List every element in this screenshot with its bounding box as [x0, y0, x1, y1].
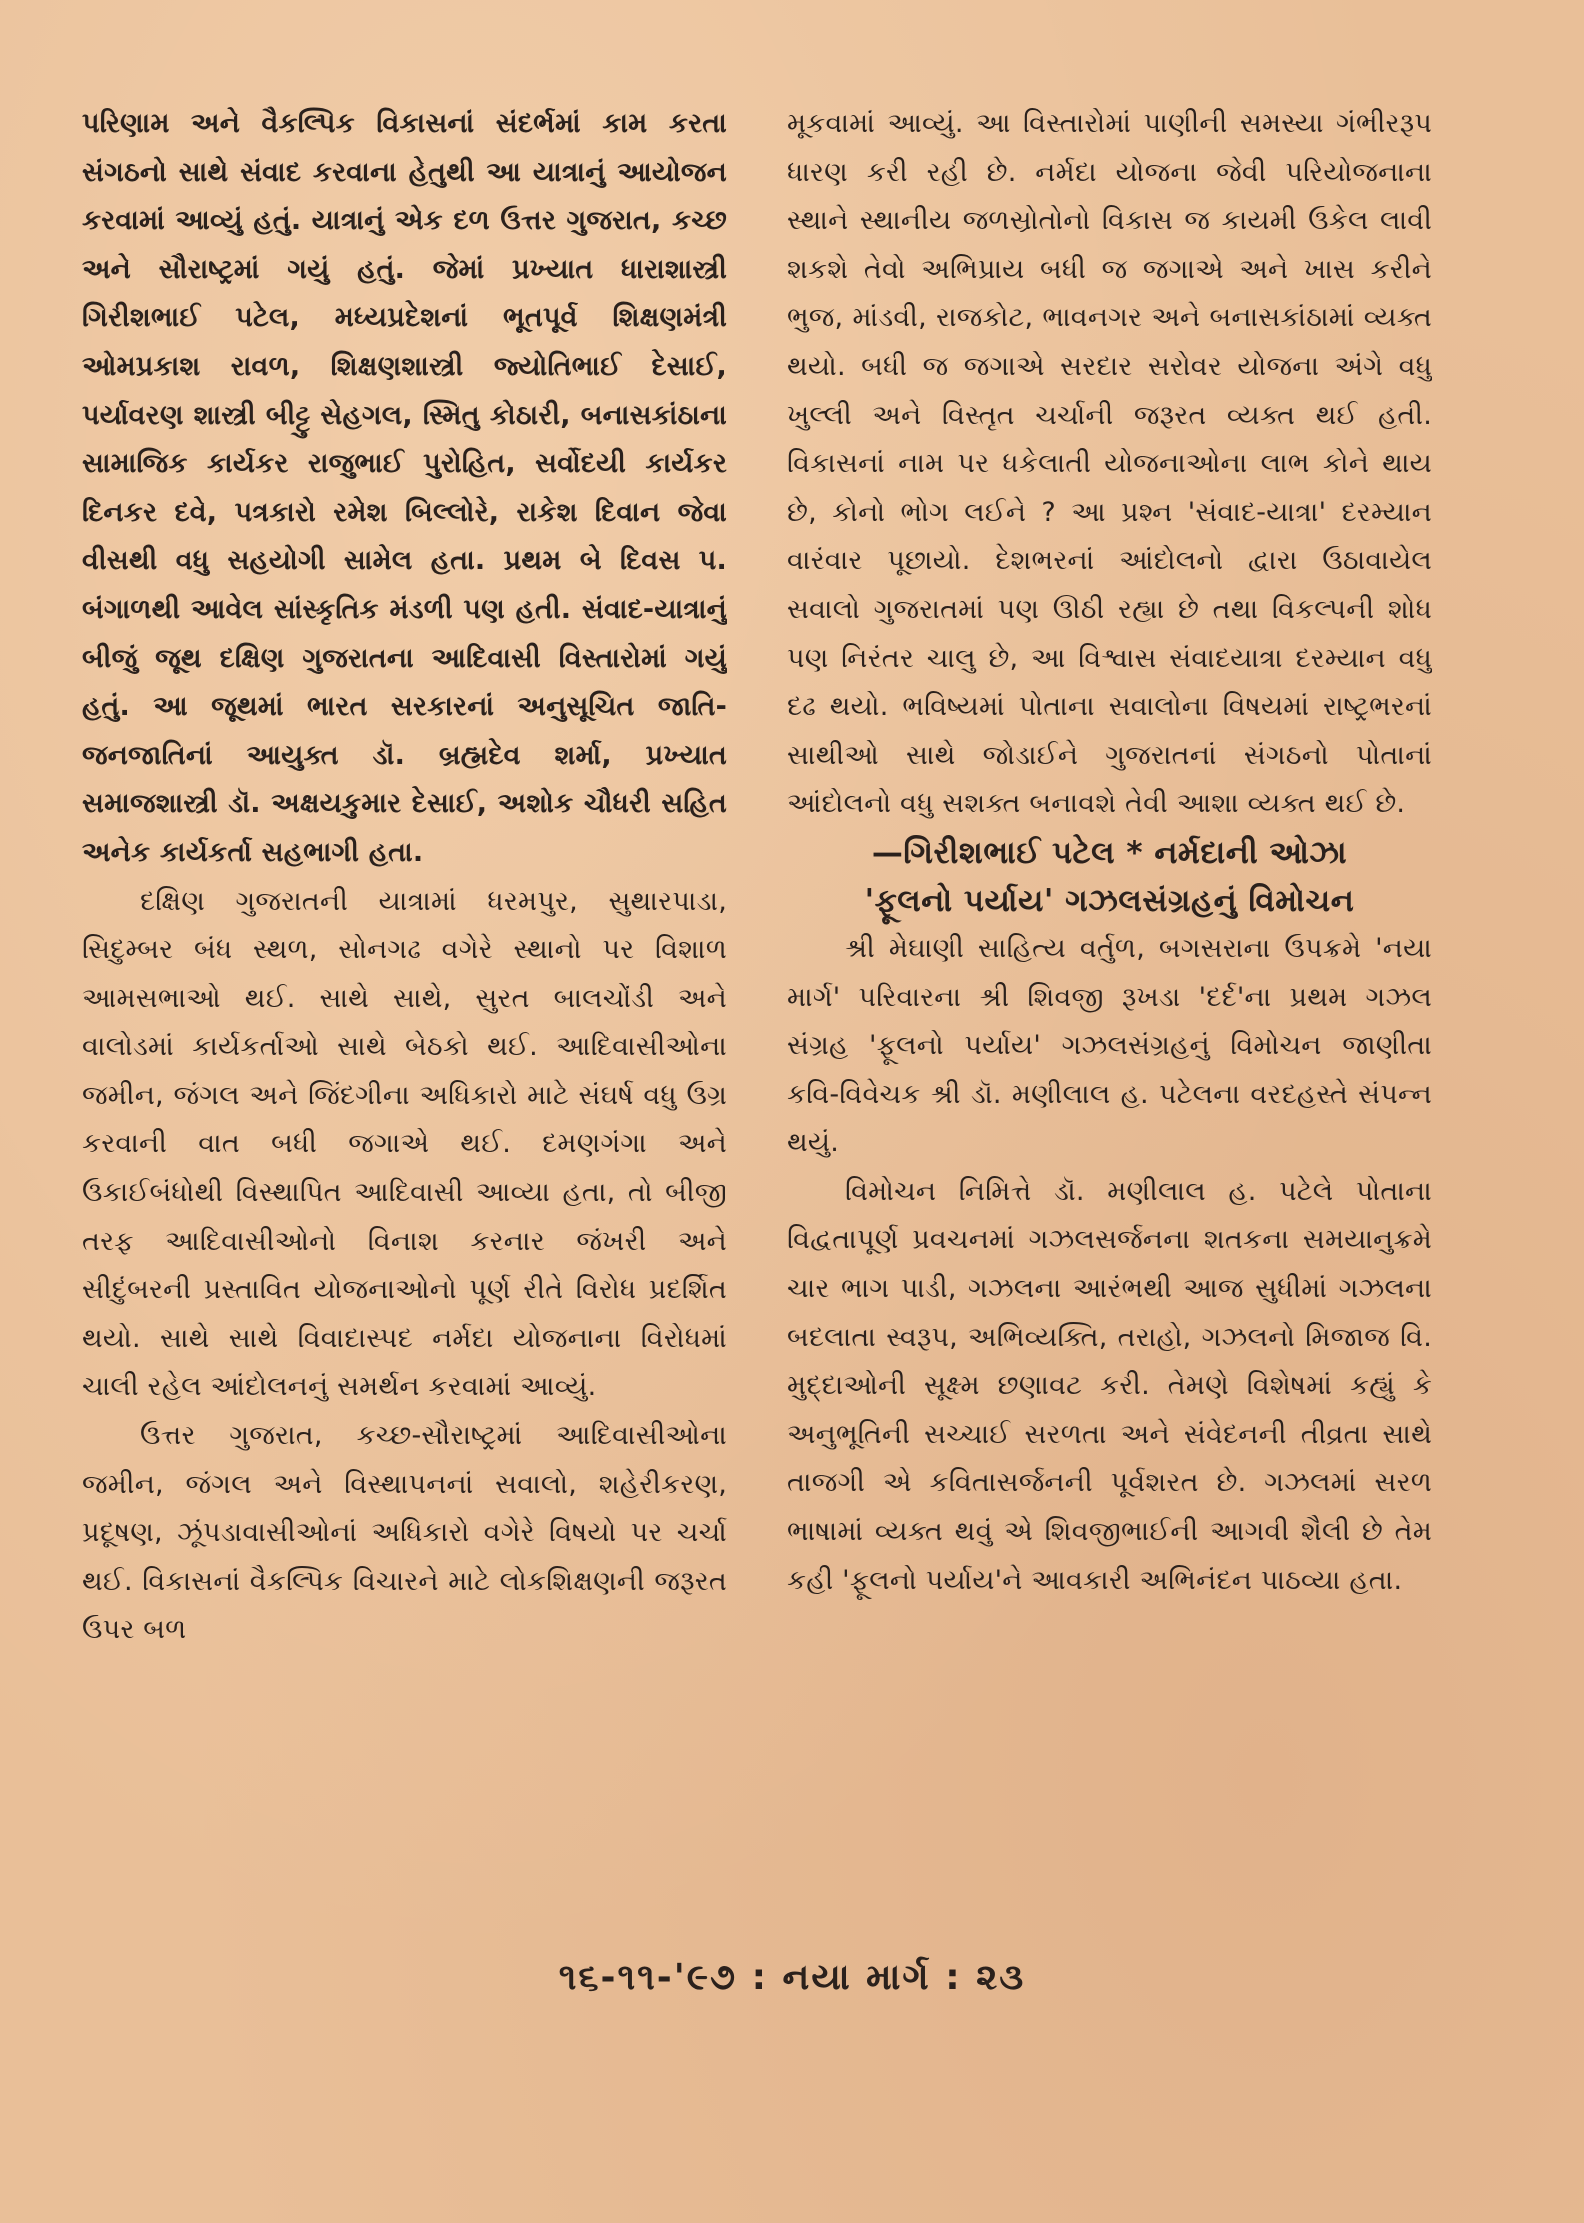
article-paragraph: શ્રી મેઘાણી સાહિત્ય વર્તુળ, બગસરાના ઉપક્રમે 'નયા માર્ગ' પરિવારના શ્રી શિવજી રૂખડા 'દર્દ'ના પ્રથમ ગઝલ સંગ્રહ 'ફૂલનો પર્યાય' ગઝલસંગ્રહનું વિમોચન જાણીતા કવિ-વિવેચક શ્રી ડૉ. મણીલાલ હ. પટેલના વરદહસ્તે સંપન્ન થયું.	[787, 932, 1432, 1159]
page-footer: ૧૬-૧૧-'૯૭ : નયા માર્ગ : ૨૩	[558, 1957, 1026, 1998]
section-heading: 'ફૂલનો પર્યાય' ગઝલસંગ્રહનું વિમોચન	[864, 882, 1355, 919]
article-paragraph: ઉત્તર ગુજરાત, કચ્છ-સૌરાષ્ટ્રમાં આદિવાસીઓના જમીન, જંગલ અને વિસ્થાપનનાં સવાલો, શહેરીકરણ, પ્રદૂષણ, ઝૂંપડાવાસીઓનાં અધિકારો વગેરે વિષયો પર ચર્ચા થઈ. વિકાસનાં વૈકલ્પિક વિચારને માટે લોકશિક્ષણની જરૂરત ઉપર બળ	[82, 1420, 727, 1646]
right-column	[787, 100, 1432, 1980]
article-paragraph: મૂકવામાં આવ્યું. આ વિસ્તારોમાં પાણીની સમસ્યા ગંભીરરૂપ ધારણ કરી રહી છે. નર્મદા યોજના જેવી પરિયોજનાના સ્થાને સ્થાનીય જળસ્રોતોનો વિકાસ જ કાયમી ઉકેલ લાવી શકશે તેવો અભિપ્રાય બધી જ જગાએ અને ખાસ કરીને ભુજ, માંડવી, રાજકોટ, ભાવનગર અને બનાસકાંઠામાં વ્યક્ત થયો. બધી જ જગાએ સરદાર સરોવર યોજના અંગે વધુ ખુલ્લી અને વિસ્તૃત ચર્ચાની જરૂરત વ્યક્ત થઈ હતી. વિકાસનાં નામ પર ધકેલાતી યોજનાઓના લાભ કોને થાય છે, કોનો ભોગ લઈને ? આ પ્રશ્ન 'સંવાદ-યાત્રા' દરમ્યાન વારંવાર પૂછાયો. દેશભરનાં આંદોલનો દ્વારા ઉઠાવાયેલ સવાલો ગુજરાતમાં પણ ઊઠી રહ્યા છે તથા વિકલ્પની શોધ પણ નિરંતર ચાલુ છે, આ વિશ્વાસ સંવાદયાત્રા દરમ્યાન વધુ દઢ થયો. ભવિષ્યમાં પોતાના સવાલોના વિષયમાં રાષ્ટ્રભરનાં સાથીઓ સાથે જોડાઈને ગુજરાતનાં સંગઠનો પોતાનાં આંદોલનો વધુ સશક્ત બનાવશે તેવી આશા વ્યક્ત થઈ છે.	[787, 108, 1432, 820]
article-paragraph: પરિણામ અને વૈકલ્પિક વિકાસનાં સંદર્ભમાં કામ કરતા સંગઠનો સાથે સંવાદ કરવાના હેતુથી આ યાત્રાનું આયોજન કરવામાં આવ્યું હતું. યાત્રાનું એક દળ ઉત્તર ગુજરાત, કચ્છ અને સૌરાષ્ટ્રમાં ગયું હતું. જેમાં પ્રખ્યાત ધારાશાસ્ત્રી ગિરીશભાઈ પટેલ, મધ્યપ્રદેશનાં ભૂતપૂર્વ શિક્ષણમંત્રી ઓમપ્રકાશ રાવળ, શિક્ષણશાસ્ત્રી જ્યોતિભાઈ દેસાઈ, પર્યાવરણ શાસ્ત્રી બીટ્ટુ સેહગલ, સ્મિતુ કોઠારી, બનાસકાંઠાના સામાજિક કાર્યકર રાજુભાઈ પુરોહિત, સર્વોદયી કાર્યકર દિનકર દવે, પત્રકારો રમેશ બિલ્લોરે, રાકેશ દિવાન જેવા વીસથી વધુ સહયોગી સામેલ હતા. પ્રથમ બે દિવસ પ. બંગાળથી આવેલ સાંસ્કૃતિક મંડળી પણ હતી. સંવાદ-યાત્રાનું બીજું જૂથ દક્ષિણ ગુજરાતના આદિવાસી વિસ્તારોમાં ગયું હતું. આ જૂથમાં ભારત સરકારનાં અનુસૂચિત જાતિ-જનજાતિનાં આયુક્ત ડૉ. બ્રહ્મદેવ શર્મા, પ્રખ્યાત સમાજશાસ્ત્રી ડૉ. અક્ષયકુમાર દેસાઈ, અશોક ચૌધરી સહિત અનેક કાર્યકર્તા સહભાગી હતા.	[82, 108, 727, 868]
article-page	[82, 100, 1432, 1980]
byline: —ગિરીશભાઈ પટેલ * નર્મદાની ઓઝા	[871, 834, 1348, 871]
article-paragraph: દક્ષિણ ગુજરાતની યાત્રામાં ધરમપુર, સુથારપાડા, સિદુમ્બર બંધ સ્થળ, સોનગઢ વગેરે સ્થાનો પર વિશાળ આમસભાઓ થઈ. સાથે સાથે, સુરત બાલચોંડી અને વાલોડમાં કાર્યકર્તાઓ સાથે બેઠકો થઈ. આદિવાસીઓના જમીન, જંગલ અને જિંદગીના અધિકારો માટે સંઘર્ષ વધુ ઉગ્ર કરવાની વાત બધી જગાએ થઈ. દમણગંગા અને ઉકાઈબંધોથી વિસ્થાપિત આદિવાસી આવ્યા હતા, તો બીજી તરફ આદિવાસીઓનો વિનાશ કરનાર જંખરી અને સીદુંબરની પ્રસ્તાવિત યોજનાઓનો પૂર્ણ રીતે વિરોધ પ્રદર્શિત થયો. સાથે સાથે વિવાદાસ્પદ નર્મદા યોજનાના વિરોધમાં ચાલી રહેલ આંદોલનનું સમર્થન કરવામાં આવ્યું.	[82, 885, 727, 1403]
article-paragraph: વિમોચન નિમિત્તે ડૉ. મણીલાલ હ. પટેલે પોતાના વિદ્વતાપૂર્ણ પ્રવચનમાં ગઝલસર્જનના શતકના સમયાનુક્રમે ચાર ભાગ પાડી, ગઝલના આરંભથી આજ સુધીમાં ગઝલના બદલાતા સ્વરૂપ, અભિવ્યક્તિ, તરાહો, ગઝલનો મિજાજ વિ. મુદ્દાઓની સૂક્ષ્મ છણાવટ કરી. તેમણે વિશેષમાં કહ્યું કે અનુભૂતિની સચ્ચાઈ સરળતા અને સંવેદનની તીવ્રતા સાથે તાજગી એ કવિતાસર્જનની પૂર્વશરત છે. ગઝલમાં સરળ ભાષામાં વ્યક્ત થવું એ શિવજીભાઈની આગવી શૈલી છે તેમ કહી 'ફૂલનો પર્યાય'ને આવકારી અભિનંદન પાઠવ્યા હતા.	[787, 1175, 1432, 1596]
left-column	[82, 100, 727, 1980]
